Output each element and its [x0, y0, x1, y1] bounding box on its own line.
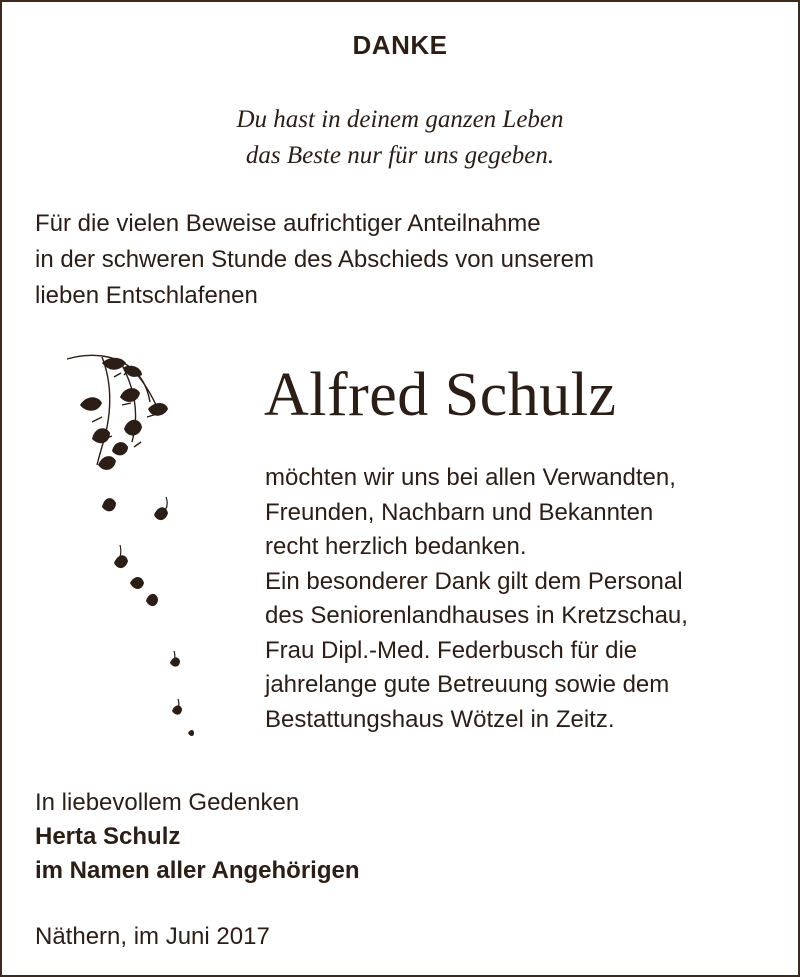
closing-line: In liebevollem Gedenken	[35, 789, 300, 816]
intro-line: lieben Entschlafenen	[35, 282, 258, 309]
deceased-name: Alfred Schulz	[264, 361, 617, 429]
signer-name: Herta Schulz	[35, 823, 181, 850]
heading: DANKE	[352, 30, 448, 60]
thanks-line: möchten wir uns bei allen Verwandten,	[265, 464, 676, 491]
closing-block	[35, 786, 360, 888]
intro-line: in der schweren Stunde des Abschieds von unserem	[35, 246, 594, 273]
quote-line: das Beste nur für uns gegeben.	[245, 142, 555, 169]
quote	[2, 102, 798, 174]
birch-leaves-illustration	[62, 347, 212, 747]
thanks-line: Bestattungshaus Wötzel in Zeitz.	[265, 705, 615, 733]
intro-line: Für die vielen Beweise aufrichtiger Anteilnahme	[35, 210, 541, 237]
thanks-line: jahrelange gute Betreuung sowie dem	[265, 671, 670, 698]
signer-family: im Namen aller Angehörigen	[35, 857, 360, 884]
place-date: Näthern, im Juni 2017	[35, 923, 270, 950]
thanks-text	[265, 461, 785, 737]
thanks-line: Ein besonderer Dank gilt dem Personal	[265, 567, 683, 595]
quote-line: Du hast in deinem ganzen Leben	[236, 106, 564, 133]
intro-text	[35, 206, 775, 314]
thanks-line: des Seniorenlandhauses in Kretzschau,	[265, 602, 688, 629]
thanks-line: Freunden, Nachbarn und Bekannten	[265, 498, 654, 526]
thanks-line: recht herzlich bedanken.	[265, 533, 527, 560]
thanks-line: Frau Dipl.-Med. Federbusch für die	[265, 636, 638, 664]
